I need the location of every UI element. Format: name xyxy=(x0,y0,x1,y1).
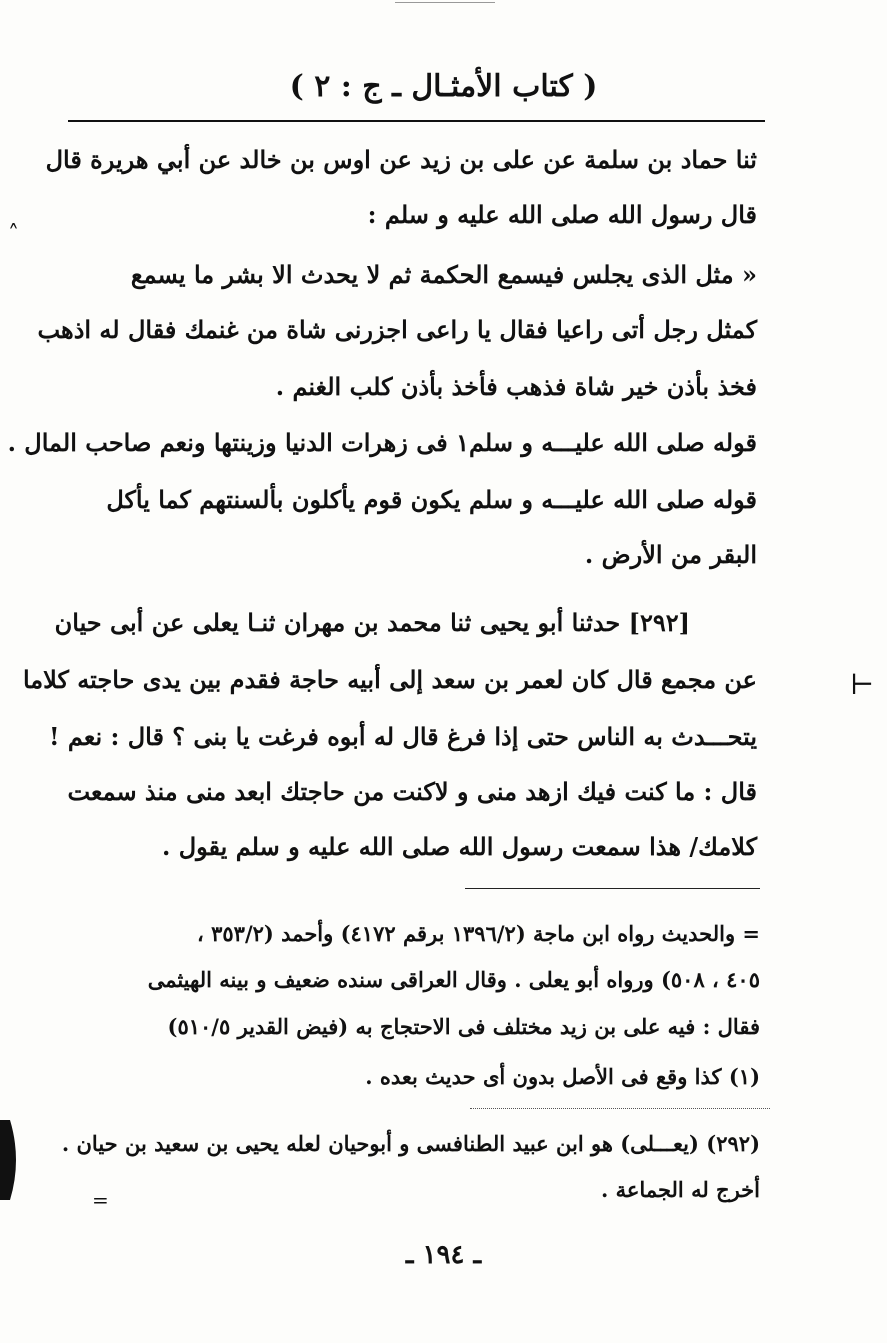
body-line: قوله صلى الله عليـــه و سلم يكون قوم يأكلون بألسنتهم كما يأكل xyxy=(106,485,757,514)
page-number: ـ ١٩٤ ـ xyxy=(405,1240,482,1270)
body-line: فخذ بأذن خير شاة فذهب فأخذ بأذن كلب الغنم . xyxy=(275,372,757,401)
body-line: البقر من الأرض . xyxy=(584,540,757,569)
body-line: ثنا حماد بن سلمة عن على بن زيد عن اوس بن خالد عن أبي هريرة قال xyxy=(45,145,757,174)
body-line: « مثل الذى يجلس فيسمع الحكمة ثم لا يحدث الا بشر ما يسمع xyxy=(130,260,757,289)
continuation-mark: = xyxy=(92,1188,109,1212)
footnote-separator xyxy=(470,1108,770,1109)
body-line: قوله صلى الله عليـــه و سلم١ فى زهرات الدنيا وزينتها ونعم صاحب المال . xyxy=(7,428,757,457)
top-edge-mark xyxy=(395,2,495,3)
footnote-line: فقال : فيه على بن زيد مختلف فى الاحتجاج به (فيض القدير ٥١٠/٥) xyxy=(167,1014,760,1039)
footnote-line: أخرج له الجماعة . xyxy=(601,1177,760,1202)
header-rule xyxy=(68,120,765,122)
footnote-line: (٢٩٢) (يعـــلى) هو ابن عبيد الطنافسى و أبوحيان لعله يحيى بن سعيد بن حيان . xyxy=(61,1131,760,1156)
footnote-line: ٤٠٥ ، ٥٠٨) ورواه أبو يعلى . وقال العراقى سنده ضعيف و بينه الهيثمى xyxy=(147,967,760,992)
right-margin-bracket-icon: ⊢ xyxy=(850,668,875,701)
body-line: كلامك/ هذا سمعت رسول الله صلى الله عليه و سلم يقول . xyxy=(161,832,757,861)
footnote-line: (١) كذا وقع فى الأصل بدون أى حديث بعده . xyxy=(365,1064,760,1089)
body-line: قال : ما كنت فيك ازهد منى و لاكنت من حاجتك ابعد منى منذ سمعت xyxy=(67,777,757,806)
body-line: عن مجمع قال كان لعمر بن سعد إلى أبيه حاجة فقدم بين يدى حاجته كلاما xyxy=(22,665,757,694)
body-line: قال رسول الله صلى الله عليه و سلم : xyxy=(367,200,757,229)
footnote-rule xyxy=(465,888,760,889)
binding-edge-mark-icon xyxy=(0,1120,24,1200)
footnote-line: = والحديث رواه ابن ماجة (١٣٩٦/٢ برقم ٤١٧٢) وأحمد (٣٥٣/٢ ، xyxy=(197,921,760,946)
running-header: ( كتاب الأمثـال ـ ج : ٢ ) xyxy=(289,69,598,104)
body-line: كمثل رجل أتى راعيا فقال يا راعى اجزرنى شاة من غنمك فقال له اذهب xyxy=(37,315,757,344)
left-margin-caret-icon: ˄ xyxy=(8,222,19,247)
body-line: يتحـــدث به الناس حتى إذا فرغ قال له أبوه فرغت يا بنى ؟ قال : نعم ! xyxy=(49,722,757,751)
hadith-292-start: [٢٩٢] حدثنا أبو يحيى ثنا محمد بن مهران ثنـا يعلى عن أبى حيان xyxy=(54,608,690,637)
